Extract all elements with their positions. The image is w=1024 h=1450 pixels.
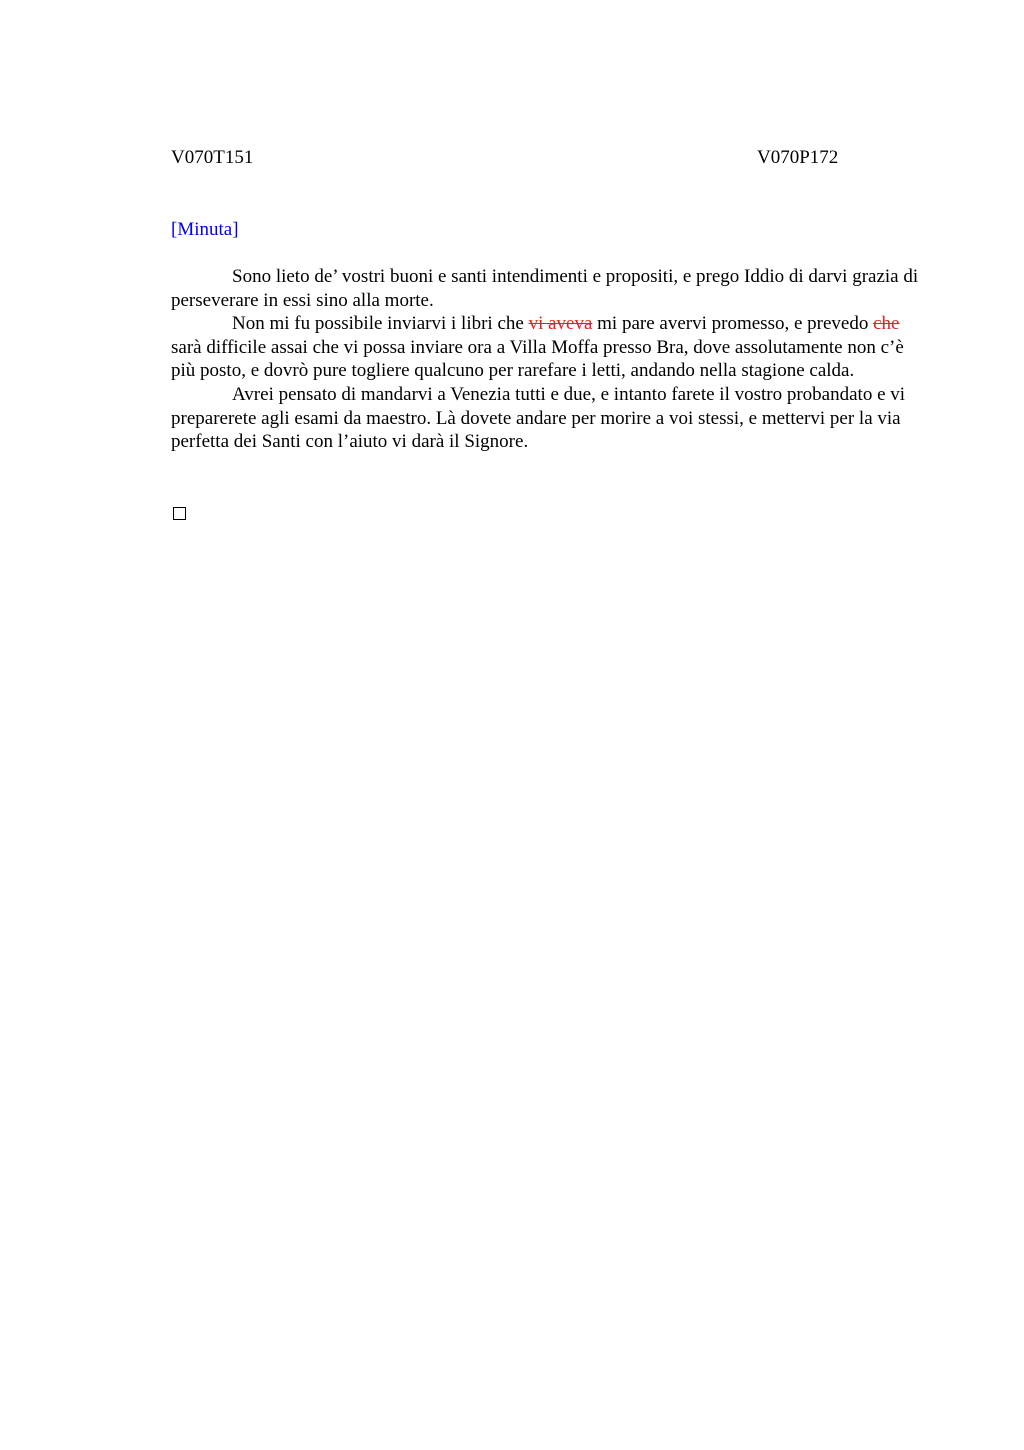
paragraph-3-text: Avrei pensato di mandarvi a Venezia tutti e due, e intanto farete il vostro probandato e vi preparerete agli esami da maestro. Là dovete andare per morire a voi stessi, e mettervi per la via perfetta dei Santi con l’aiuto vi darà il Signore. [171,383,906,453]
paragraph-2-text-b: mi pare avervi promesso, e prevedo [592,313,874,335]
paragraph-2-text-c: sarà difficile assai che vi possa inviare ora a Villa Moffa presso Bra, dove assolutamente non c’è più posto, e dovrò pure togliere qualcuno per rarefare i letti, andando nella stagione calda. [171,336,904,382]
paragraph-1-text: Sono lieto de’ vostri buoni e santi intendimenti e propositi, e prego Iddio di darvi grazia di perseverare in essi sino alla morte. [171,266,919,311]
document-code-left: V070T151 [171,147,254,168]
document-code-right: V070P172 [757,147,839,168]
paragraph-1 [171,265,931,312]
minuta-label: [Minuta] [171,219,239,240]
letter-body [171,265,931,454]
end-square-icon [173,507,186,520]
deleted-text-che: che [873,313,900,335]
paragraph-2 [171,312,931,383]
deleted-text-vi-aveva: vi aveva [528,313,593,335]
paragraph-3 [171,383,931,454]
paragraph-2-text-a: Non mi fu possibile inviarvi i libri che [232,313,529,335]
